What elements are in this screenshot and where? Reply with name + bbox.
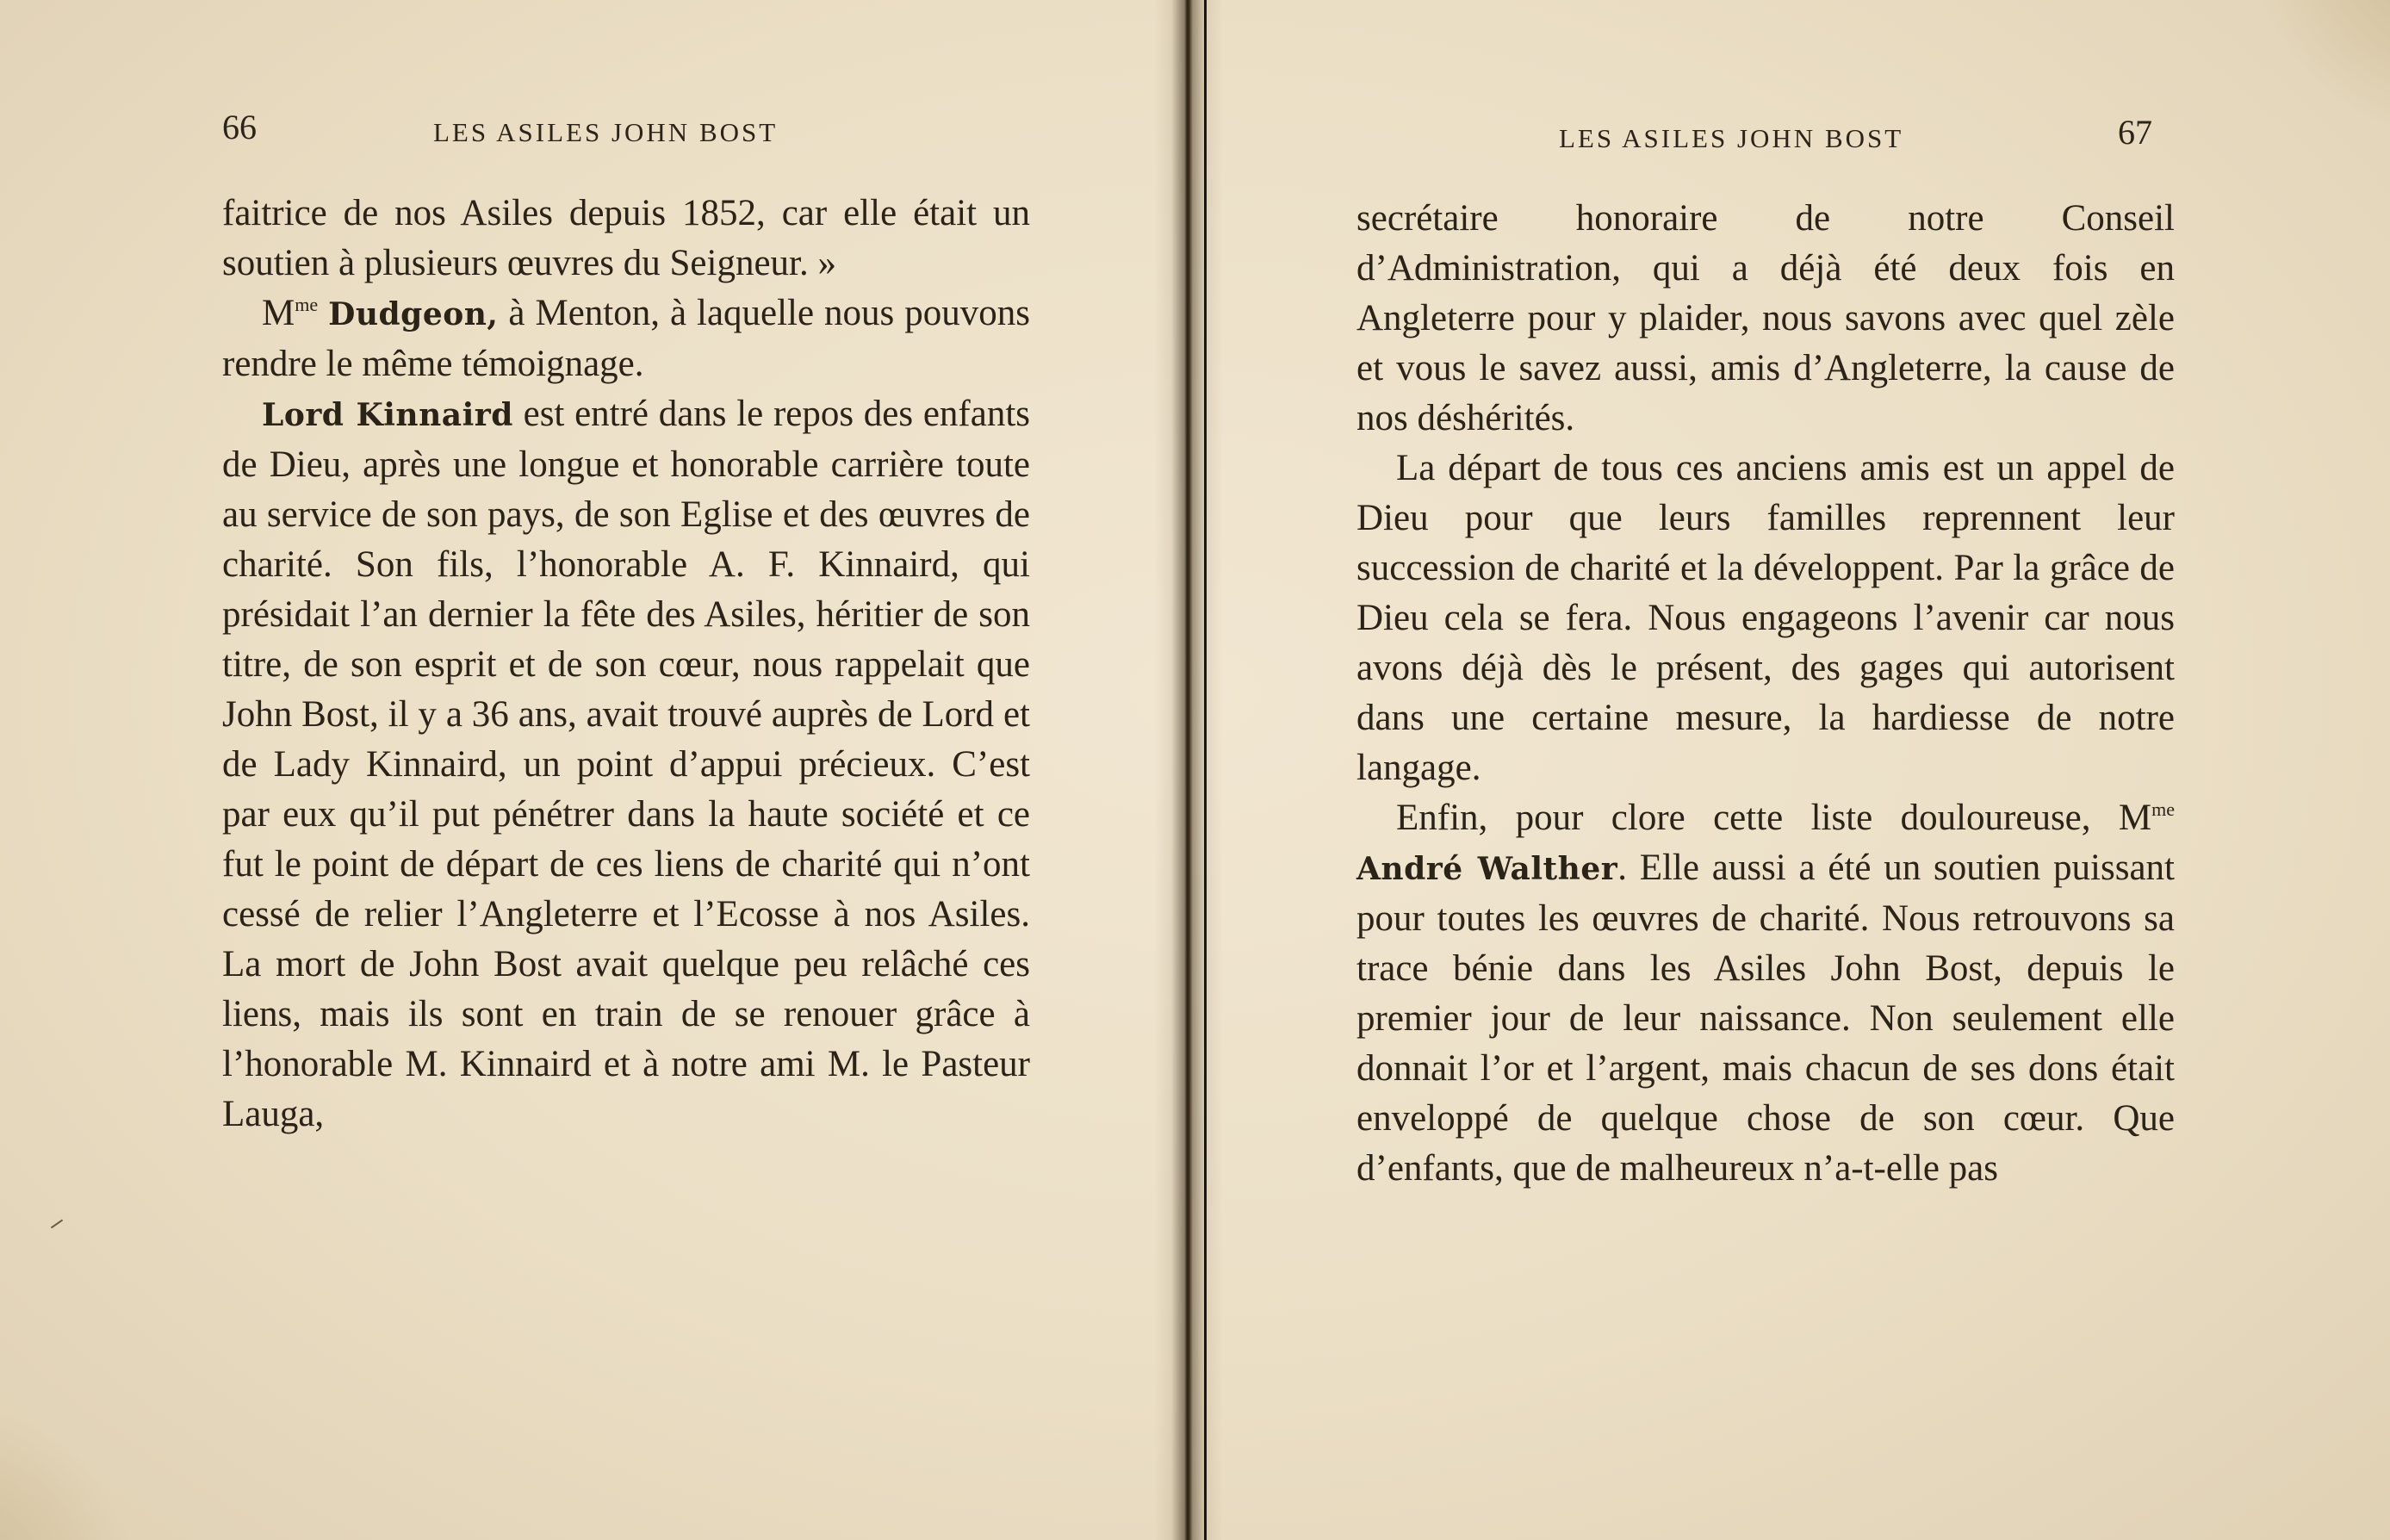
person-name: Dudgeon,: [328, 296, 499, 332]
paragraph: La départ de tous ces anciens amis est un appel de Dieu pour que leurs familles reprennent leur succession de charité et la développent. Par la grâce de Dieu cela se fera. Nous engageons l’avenir car nous avons déjà dès le présent, des gages qui autorisent dans une certaine mesure, la hardiesse de notre langage.: [1356, 448, 2175, 788]
body-text: [222, 189, 1030, 1139]
left-page: [0, 0, 1184, 1540]
stray-mark: [51, 1220, 63, 1229]
paragraph-text: est entré dans le repos des enfants de Dieu, après une longue et honorable carrière toute au service de son pays, de son Eglise et des œuvres de charité. Son fils, l’honorable A. F. Kinnaird, qui présidait l’an dernier la fête des Asiles, héritier de son titre, de son esprit et de son cœur, nous rappelait que John Bost, il y a 36 ans, avait trouvé auprès de Lord et de Lady Kinnaird, un point d’appui précieux. C’est par eux qu’il put pénétrer dans la haute société et ce fut le point de départ de ces liens de charité qui n’ont cessé de relier l’Angleterre et l’Ecosse à nos Asiles. La mort de John Bost avait quelque peu relâché ces liens, mais ils sont en train de se renouer grâce à l’honorable M. Kinnaird et à notre ami M. le Pasteur Lauga,: [222, 394, 1030, 1134]
person-name: Lord Kinnaird: [262, 397, 513, 433]
page-number: 66: [222, 108, 257, 146]
right-page: [1201, 0, 2390, 1540]
paragraph: [222, 389, 1030, 1139]
paragraph-text: à Menton, à laquelle nous pouvons rendre le même témoignage.: [222, 293, 1030, 384]
running-head: LES ASILES JOHN BOST: [1559, 123, 1904, 153]
body-text: [1356, 194, 2175, 1194]
paragraph: [1356, 793, 2175, 1194]
paragraph: faitrice de nos Asiles depuis 1852, car elle était un soutien à plusieurs œuvres du Seigneur. »: [222, 193, 1030, 283]
paragraph-text: . Elle aussi a été un soutien puissant pour toutes les œuvres de charité. Nous retrouvons sa trace bénie dans les Asiles John Bost, depuis le premier jour de leur naissance. Non seulement elle donnait l’or et l’argent, mais chacun de ses dons était enveloppé de quelque chose de son cœur. Que d’enfants, que de malheureux n’a-t-elle pas: [1356, 848, 2175, 1189]
page-number: 67: [2118, 113, 2152, 152]
person-name: André Walther: [1356, 851, 1618, 887]
paragraph-text: Enfin, pour clore cette liste douloureuse,: [1396, 798, 2119, 838]
honorific: $M^{me}$: [2118, 798, 2175, 838]
paragraph: [222, 289, 1030, 389]
running-head: LES ASILES JOHN BOST: [433, 117, 779, 147]
paragraph: secrétaire honoraire de notre Conseil d’Administration, qui a déjà été deux fois en Angleterre pour y plaider, nous savons avec quel zèle et vous le savez aussi, amis d’Angleterre, la cause de nos déshérités.: [1356, 198, 2175, 438]
honorific: $M^{me}$: [262, 293, 319, 333]
